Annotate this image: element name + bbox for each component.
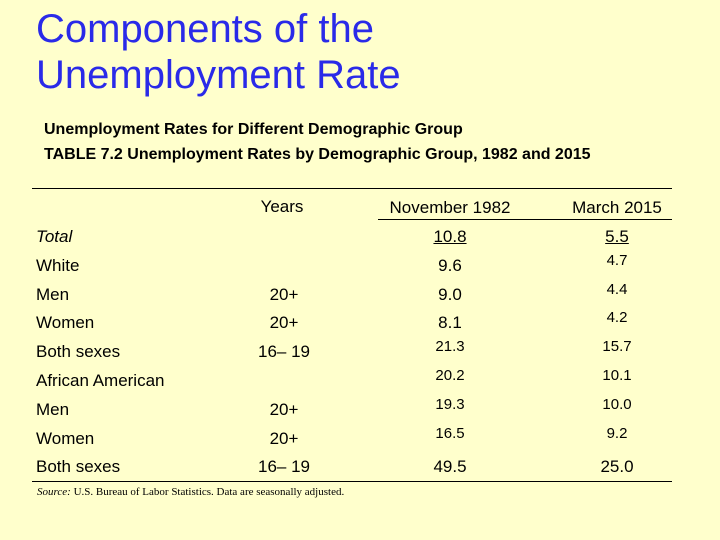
cell-nov1982: 20.2 [435,367,465,384]
cell-mar2015: 15.7 [602,338,632,355]
cell-years: 20+ [269,285,299,304]
header-years: Years [260,197,304,216]
row-label: Both sexes [36,457,121,476]
slide-title [36,6,401,98]
cell-nov1982: 16.5 [435,425,465,442]
cell-nov1982: 8.1 [438,313,462,332]
cell-mar2015: 4.7 [606,252,628,269]
cell-mar2015: 4.2 [606,309,628,326]
title-line-2: Unemployment Rate [36,53,401,97]
row-label: Men [36,285,70,304]
table-bottom-rule [32,481,672,482]
cell-mar2015: 10.1 [602,367,632,384]
source-text: U.S. Bureau of Labor Statistics. Data are seasonally adjusted. [73,486,345,498]
row-label: African American [36,371,165,390]
cell-years: 20+ [269,429,299,448]
row-label: Women [36,429,95,448]
cell-nov1982: 9.0 [438,285,462,304]
header-rule [378,219,672,220]
subtitle: Unemployment Rates for Different Demographic Group [44,121,463,138]
cell-nov1982: 9.6 [438,256,462,275]
cell-nov1982: 10.8 [433,227,467,246]
table-caption: TABLE 7.2 Unemployment Rates by Demographic Group, 1982 and 2015 [44,146,591,163]
cell-mar2015: 10.0 [602,396,632,413]
cell-mar2015: 5.5 [605,227,629,246]
cell-mar2015: 4.4 [606,281,628,298]
title-line-1: Components of the [36,7,374,51]
cell-years: 16– 19 [258,342,310,361]
cell-years: 20+ [269,400,299,419]
cell-years: 16– 19 [258,457,310,476]
cell-mar2015: 25.0 [600,457,634,476]
header-nov1982: November 1982 [389,198,511,217]
cell-mar2015: 9.2 [606,425,628,442]
header-mar2015: March 2015 [572,198,662,217]
cell-nov1982: 21.3 [435,338,465,355]
cell-nov1982: 49.5 [433,457,467,476]
source-note [37,486,344,498]
row-label: Both sexes [36,342,121,361]
row-label: Total [36,227,73,246]
cell-years: 20+ [269,313,299,332]
row-label: White [36,256,80,275]
cell-nov1982: 19.3 [435,396,465,413]
table-top-rule [32,188,672,189]
row-label: Women [36,313,95,332]
source-label: Source: [37,486,71,498]
row-label: Men [36,400,70,419]
